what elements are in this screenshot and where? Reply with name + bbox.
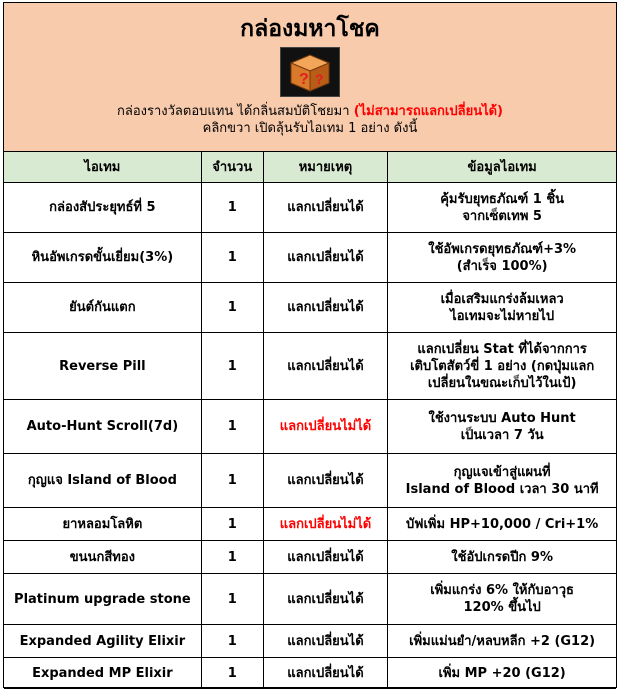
- item-name: Expanded MP Elixir: [4, 658, 201, 689]
- item-qty: 1: [201, 625, 263, 658]
- item-info: [388, 283, 616, 333]
- item-info-line: แลกเปลี่ยน Stat ที่ได้จากการ: [417, 341, 587, 357]
- table-row: [4, 183, 616, 233]
- trade-warning: (ไม่สามารถแลกเปลี่ยนได้): [353, 104, 503, 119]
- item-qty: 1: [201, 400, 263, 454]
- item-info-line: 120% ขึ้นไป: [463, 600, 541, 615]
- table-row: [4, 454, 616, 508]
- item-info: [388, 183, 616, 233]
- item-qty: 1: [201, 283, 263, 333]
- item-info-line: เพิ่มแกร่ง 6% ให้กับอาวุธ: [430, 583, 574, 598]
- item-info: บัฟเพิ่ม HP+10,000 / Cri+1%: [388, 508, 616, 541]
- page-title: กล่องมหาโชค: [240, 16, 380, 42]
- table-row: [4, 508, 616, 541]
- table-header-row: [4, 152, 616, 183]
- open-instruction: คลิกขวา เปิดลุ้นรับไอเทม 1 อย่าง ดังนี้: [202, 121, 418, 136]
- table-row: [4, 233, 616, 283]
- item-info-line: คุ้มรับยุทธภัณฑ์ 1 ชิ้น: [440, 191, 565, 207]
- column-header-qty: จำนวน: [201, 152, 263, 183]
- item-info-line: เติบโตสัตว์ขี่ 1 อย่าง (กดปุ่มแลก: [410, 358, 595, 374]
- column-header-info: ข้อมูลไอเทม: [388, 152, 616, 183]
- table-row: [4, 541, 616, 574]
- description-text: กล่องรางวัลตอบแทน ได้กลิ่นสมบัติโชยมา: [116, 104, 350, 119]
- column-header-note: หมายเหตุ: [263, 152, 388, 183]
- item-name: Reverse Pill: [4, 333, 201, 400]
- item-info-line: ใช้งานระบบ Auto Hunt: [428, 410, 576, 426]
- item-qty: 1: [201, 508, 263, 541]
- table-row: [4, 283, 616, 333]
- table-row: [4, 658, 616, 689]
- item-note: แลกเปลี่ยนได้: [263, 233, 388, 283]
- item-note: แลกเปลี่ยนได้: [263, 183, 388, 233]
- item-info-line: (สำเร็จ 100%): [456, 258, 548, 274]
- item-info: [388, 333, 616, 400]
- item-qty: 1: [201, 183, 263, 233]
- item-info-line: Island of Blood เวลา 30 นาที: [405, 481, 599, 497]
- item-qty: 1: [201, 454, 263, 508]
- item-name: กุญแจ Island of Blood: [4, 454, 201, 508]
- item-info: ใช้อัปเกรดปีก 9%: [388, 541, 616, 574]
- item-note: แลกเปลี่ยนได้: [263, 454, 388, 508]
- item-name: Expanded Agility Elixir: [4, 625, 201, 658]
- item-info-line: กุญแจเข้าสู่แผนที่: [453, 464, 551, 480]
- item-name: Auto-Hunt Scroll(7d): [4, 400, 201, 454]
- item-name: ยันต์กันแตก: [4, 283, 201, 333]
- item-qty: 1: [201, 541, 263, 574]
- item-note: แลกเปลี่ยนไม่ได้: [263, 400, 388, 454]
- item-info: [388, 400, 616, 454]
- item-info-line: ใช้อัพเกรดยุทธภัณฑ์+3%: [428, 241, 577, 257]
- item-info: [388, 574, 616, 625]
- reward-table: [4, 152, 616, 689]
- item-info-line: จากเซ็ตเทพ 5: [462, 208, 542, 224]
- table-row: [4, 625, 616, 658]
- table-row: [4, 400, 616, 454]
- table-row: [4, 574, 616, 625]
- item-qty: 1: [201, 333, 263, 400]
- panel-header: [4, 3, 616, 152]
- table-row: [4, 333, 616, 400]
- item-note: แลกเปลี่ยนได้: [263, 283, 388, 333]
- item-info-panel: [3, 2, 617, 688]
- column-header-item: ไอเทม: [4, 152, 201, 183]
- box-description: [4, 103, 616, 137]
- item-qty: 1: [201, 233, 263, 283]
- item-note: แลกเปลี่ยนได้: [263, 541, 388, 574]
- item-info: [388, 454, 616, 508]
- item-name: Platinum upgrade stone: [4, 574, 201, 625]
- mystery-box-icon: [280, 47, 340, 97]
- item-note: แลกเปลี่ยนได้: [263, 574, 388, 625]
- item-note: แลกเปลี่ยนได้: [263, 625, 388, 658]
- item-note: แลกเปลี่ยนได้: [263, 333, 388, 400]
- item-name: หินอัพเกรดขั้นเยี่ยม(3%): [4, 233, 201, 283]
- item-info: เพิ่มแม่นยำ/หลบหลีก +2 (G12): [388, 625, 616, 658]
- item-info-line: เปลี่ยนในขณะเก็บไว้ในเป้): [427, 375, 577, 391]
- item-info-line: ไอเทมจะไม่หายไป: [450, 308, 555, 324]
- item-name: ขนนกสีทอง: [4, 541, 201, 574]
- svg-text:?: ?: [299, 71, 309, 88]
- item-name: กล่องสัประยุทธ์ที่ 5: [4, 183, 201, 233]
- svg-text:?: ?: [315, 71, 324, 87]
- item-note: แลกเปลี่ยนไม่ได้: [263, 508, 388, 541]
- item-info: [388, 233, 616, 283]
- item-qty: 1: [201, 574, 263, 625]
- item-info: เพิ่ม MP +20 (G12): [388, 658, 616, 689]
- item-note: แลกเปลี่ยนได้: [263, 658, 388, 689]
- item-info-line: เป็นเวลา 7 วัน: [460, 427, 544, 443]
- item-qty: 1: [201, 658, 263, 689]
- item-name: ยาหลอมโลหิต: [4, 508, 201, 541]
- item-info-line: เมื่อเสริมแกร่งล้มเหลว: [440, 291, 564, 307]
